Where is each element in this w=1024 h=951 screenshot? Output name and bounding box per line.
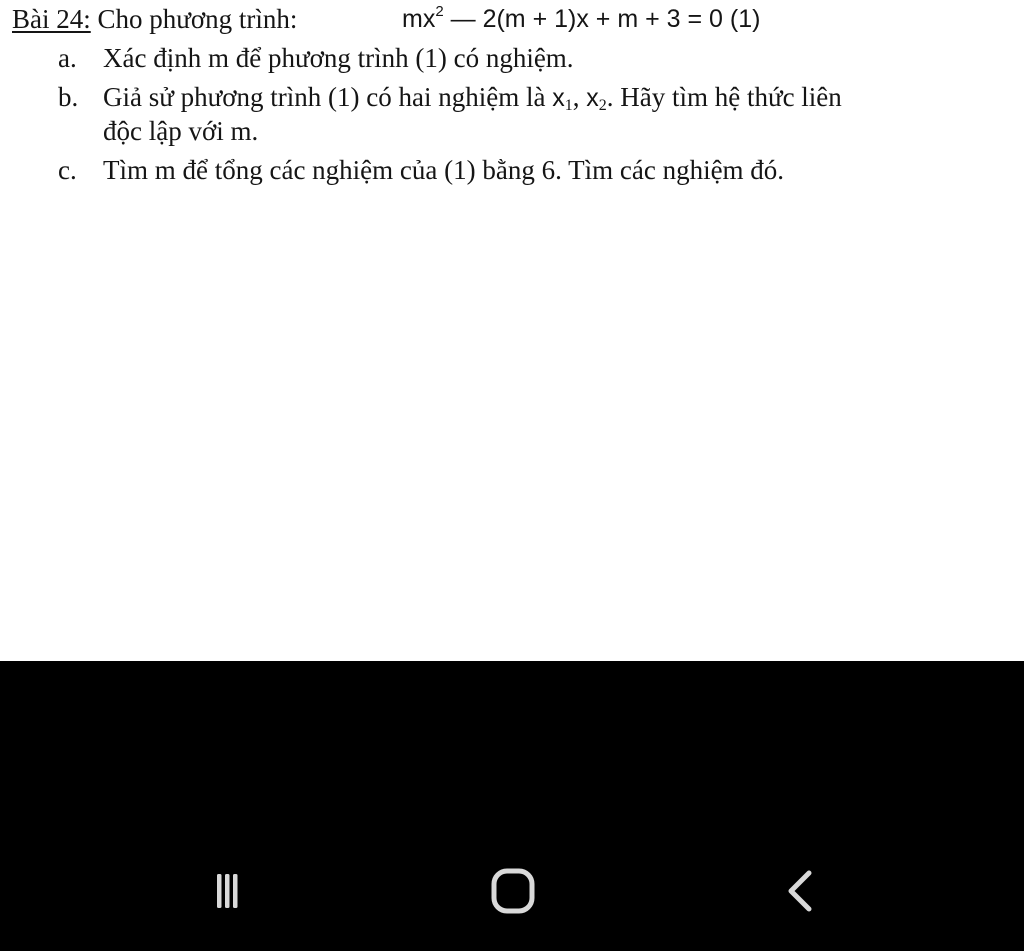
x1-subscript: 1: [564, 97, 573, 114]
back-icon: [770, 861, 830, 921]
home-button[interactable]: [473, 851, 553, 931]
item-c-marker: c.: [58, 155, 77, 185]
x2-subscript: 2: [598, 97, 607, 114]
item-b-marker: b.: [58, 82, 79, 112]
recent-apps-icon: [197, 861, 257, 921]
equation: [402, 2, 760, 36]
recent-apps-button[interactable]: [187, 851, 267, 931]
problem-label: Bài 24:: [12, 4, 91, 34]
back-button[interactable]: [760, 851, 840, 931]
problem-intro: Cho phương trình:: [90, 4, 298, 34]
item-a: [58, 41, 574, 75]
equation-part-2: — 2(m + 1)x + m + 3 = 0 (1): [443, 5, 761, 33]
item-a-marker: a.: [58, 43, 77, 73]
x1-base: x: [552, 84, 565, 112]
item-b-text-after: . Hãy tìm hệ thức liên: [606, 82, 842, 112]
home-icon: [478, 856, 548, 926]
item-b: [58, 80, 842, 115]
item-b-text-before: Giả sử phương trình (1) có hai nghiệm là: [103, 82, 553, 112]
item-a-text: Xác định m để phương trình (1) có nghiệm.: [103, 43, 574, 73]
x2-base: x: [586, 84, 599, 112]
equation-exponent: 2: [435, 3, 444, 20]
roots-separator: ,: [572, 82, 587, 112]
item-c: [58, 153, 784, 187]
item-c-text: Tìm m để tổng các nghiệm của (1) bằng 6. Tìm các nghiệm đó.: [103, 155, 785, 185]
equation-part-1: mx: [402, 5, 436, 33]
item-b-continuation: độc lập với m.: [103, 116, 259, 146]
problem-heading: [12, 2, 761, 36]
